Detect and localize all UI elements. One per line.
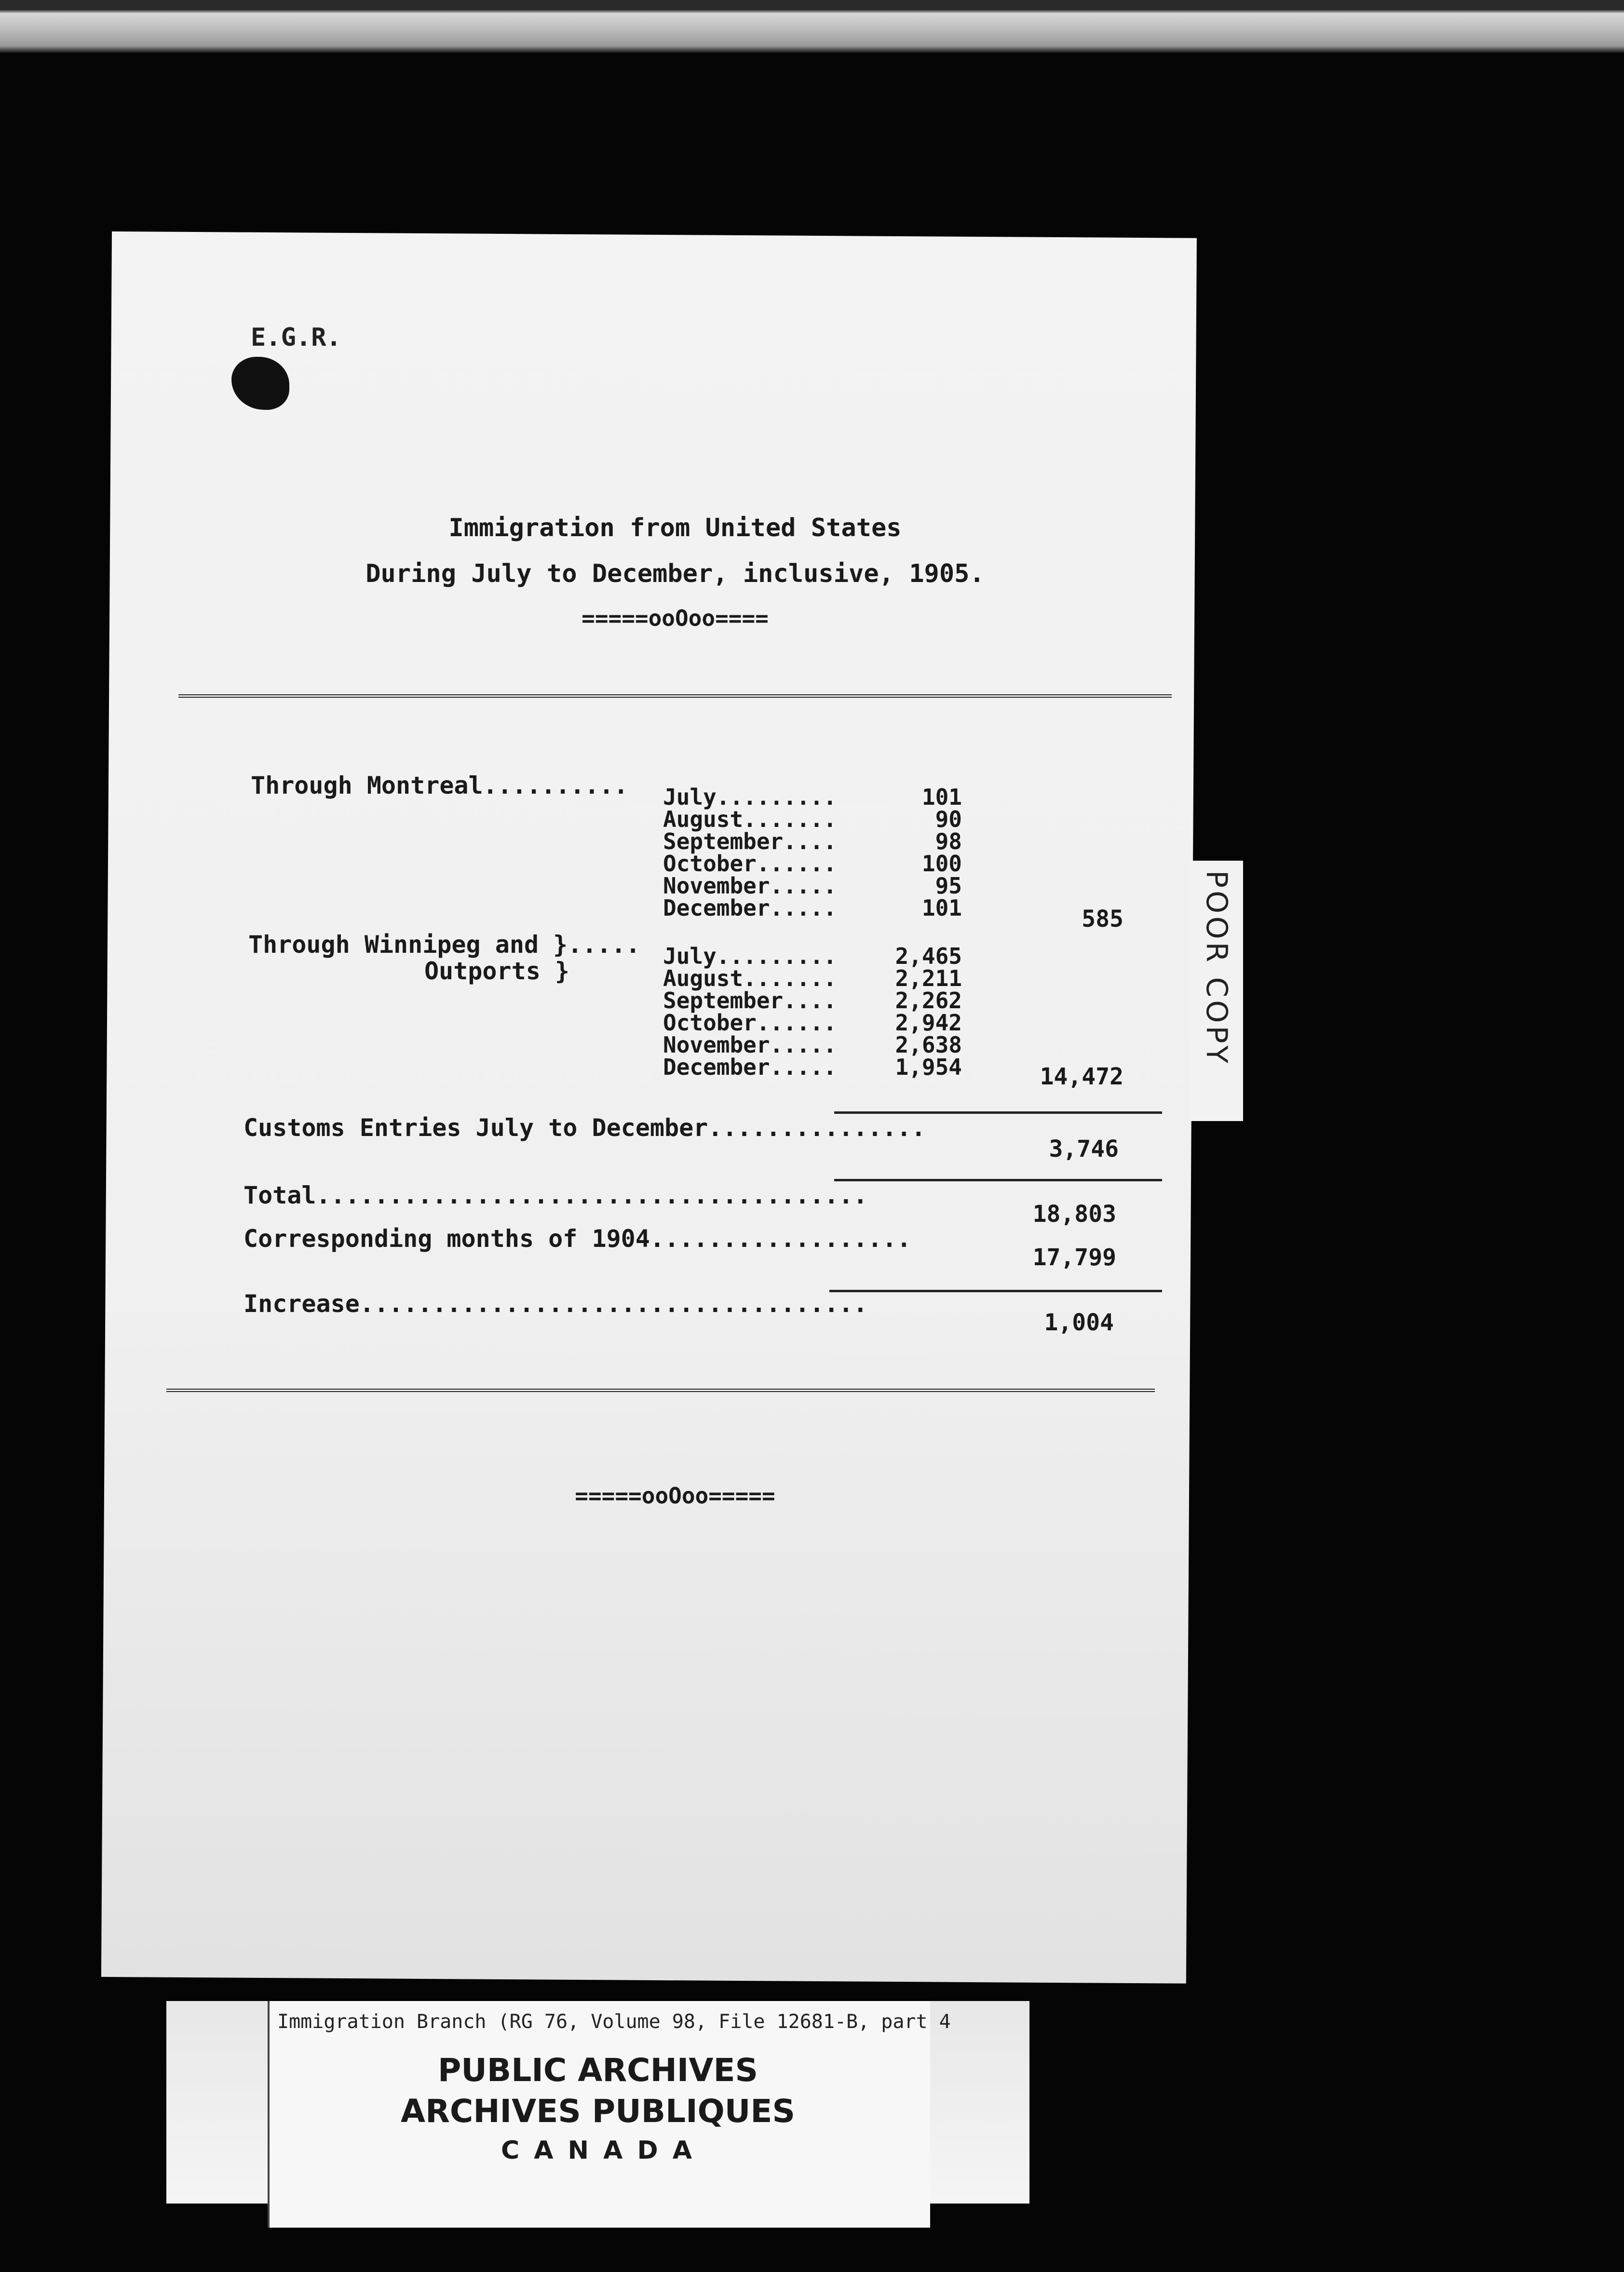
month-value: 98 bbox=[935, 828, 962, 854]
archive-reference: Immigration Branch (RG 76, Volume 98, File 12681-B, part 4 bbox=[277, 2011, 951, 2033]
month-value: 2,465 bbox=[895, 943, 962, 969]
month-label: October...... bbox=[663, 851, 837, 877]
ornament-top: =====ooOoo==== bbox=[582, 605, 769, 631]
section-label-outports: Outports } bbox=[424, 957, 570, 985]
month-label: July......... bbox=[663, 784, 837, 810]
document-page bbox=[101, 231, 1197, 1984]
month-label: November..... bbox=[663, 1032, 837, 1058]
document-subtitle: During July to December, inclusive, 1905. bbox=[365, 559, 985, 588]
month-value: 95 bbox=[935, 873, 962, 899]
corresponding-label: Corresponding months of 1904.................. bbox=[244, 1225, 911, 1253]
month-label: December..... bbox=[663, 895, 837, 921]
month-value: 2,211 bbox=[895, 965, 962, 991]
subtotal-winnipeg: 14,472 bbox=[1040, 1063, 1123, 1090]
month-value: 2,942 bbox=[895, 1010, 962, 1036]
total-label: Total...................................... bbox=[244, 1181, 868, 1209]
total-value: 18,803 bbox=[1032, 1201, 1116, 1228]
increase-value: 1,004 bbox=[1044, 1309, 1114, 1336]
total-rule bbox=[834, 1179, 1162, 1181]
corresponding-value: 17,799 bbox=[1032, 1244, 1116, 1271]
month-value: 90 bbox=[935, 806, 962, 832]
customs-label: Customs Entries July to December............... bbox=[244, 1114, 926, 1142]
increase-rule bbox=[829, 1290, 1162, 1292]
month-value: 100 bbox=[921, 851, 962, 877]
archive-line-3: C A N A D A bbox=[501, 2136, 695, 2165]
month-value: 2,638 bbox=[895, 1032, 962, 1058]
double-rule-bottom bbox=[166, 1389, 1155, 1392]
poor-copy-tab bbox=[1190, 861, 1243, 1121]
month-value: 2,262 bbox=[895, 987, 962, 1014]
film-strip-top bbox=[0, 0, 1624, 53]
month-label: October...... bbox=[663, 1010, 837, 1036]
ornament-bottom: =====ooOoo===== bbox=[575, 1483, 775, 1509]
double-rule-top bbox=[178, 694, 1172, 698]
customs-value: 3,746 bbox=[1049, 1136, 1119, 1163]
archive-line-1: PUBLIC ARCHIVES bbox=[437, 2052, 758, 2089]
month-label: August....... bbox=[663, 965, 837, 991]
month-label: September.... bbox=[663, 987, 837, 1014]
increase-label: Increase................................... bbox=[244, 1290, 868, 1318]
poor-copy-label: POOR COPY bbox=[1200, 870, 1233, 1067]
month-label: August....... bbox=[663, 806, 837, 832]
document-title: Immigration from United States bbox=[448, 514, 902, 542]
initials: E.G.R. bbox=[251, 323, 341, 352]
section-label-montreal: Through Montreal.......... bbox=[251, 771, 628, 799]
month-value: 1,954 bbox=[895, 1054, 962, 1080]
month-label: December..... bbox=[663, 1054, 837, 1080]
archive-line-2: ARCHIVES PUBLIQUES bbox=[400, 2093, 795, 2130]
subtotal-montreal: 585 bbox=[1082, 906, 1123, 933]
month-label: September.... bbox=[663, 828, 837, 854]
month-label: November..... bbox=[663, 873, 837, 899]
month-label: July......... bbox=[663, 943, 837, 969]
month-value: 101 bbox=[921, 784, 962, 810]
section-label-winnipeg: Through Winnipeg and }..... bbox=[248, 931, 640, 959]
month-value: 101 bbox=[921, 895, 962, 921]
